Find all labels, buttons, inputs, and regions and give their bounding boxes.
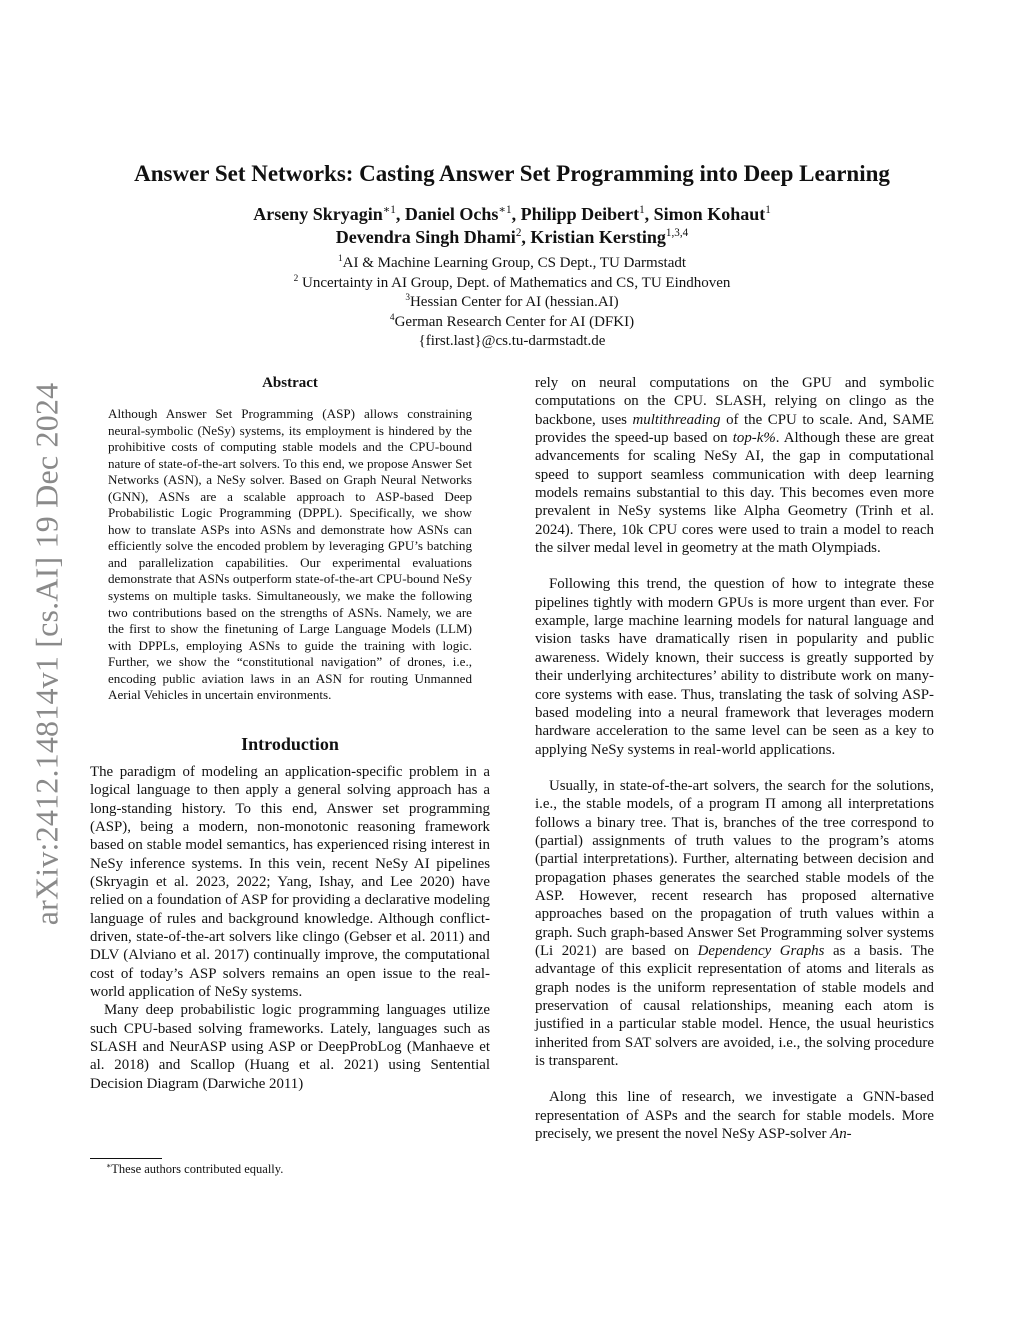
footnote-mark: ∗ [106, 1160, 112, 1170]
arxiv-identifier: arXiv:2412.14814v1 [cs.AI] 19 Dec 2024 [28, 382, 65, 926]
author-line-2: Devendra Singh Dhami$^2$, Kristian Kersting$^{1,3,4}$ [335, 227, 689, 247]
author-name: Simon Kohaut [653, 204, 766, 224]
right-paragraph-2: Following this trend, the question of how to integrate these pipelines tightly with modern GPUs is more urgent than ever. For example, large machine learning models for natural language and vision tasks have dramatically risen in popularity and public awareness. Widely known, their success is greatly supported by their underlying architectures’ ability to distribute work on many-core systems with ease. Thus, translating the task of solving ASP-based modeling into a neural framework that leverages modern hardware acceleration to the same level can be seen as a key to applying NeSy systems in real-world applications. [535, 576, 934, 758]
author-sup: 2 [515, 227, 522, 239]
affiliation: $^2$ Uncertainty in AI Group, Dept. of Mathematics and CS, TU Eindhoven [293, 273, 731, 291]
left-column [90, 374, 490, 1093]
footnote-text: These authors contributed equally. [111, 1162, 284, 1176]
author-sup: 1 [639, 204, 645, 216]
right-column [535, 374, 934, 1143]
author-name: Philipp Deibert [520, 204, 640, 224]
affiliation: $^4$German Research Center for AI (DFKI) [389, 312, 635, 330]
affiliation: $^3$Hessian Center for AI (hessian.AI) [405, 293, 619, 310]
abstract-heading: Abstract [262, 375, 318, 391]
affiliation: $^1$AI & Machine Learning Group, CS Dept., TU Darmstadt [337, 254, 687, 271]
right-paragraph-4: Along this line of research, we investigate a GNN-based representation of ASPs and the search for stable models. More precisely, we present the novel NeSy ASP-solver An- [535, 1089, 934, 1143]
author-name: Daniel Ochs [404, 204, 499, 224]
right-paragraph-1: rely on neural computations on the GPU and symbolic computations on the CPU. SLASH, relying on clingo as the backbone, uses multithreading of the CPU to scale. And, SAME provides the speed-up based on top-k%. Although these are great advancements for scaling NeSy AI, the gap in computational speed to support seamless communication with deep learning models remains substantial to this day. This becomes even more prevalent in NeSy systems like Alpha Geometry (Trinh et al. 2024). There, 10k CPU cores were used to train a model to reach the silver medal level in geometry at the math Olympiads. [535, 375, 934, 557]
author-name: Arseny Skryagin [253, 204, 383, 224]
author-name: Devendra Singh Dhami [335, 227, 516, 247]
footnote [106, 1162, 283, 1177]
intro-paragraph-1: The paradigm of modeling an application-specific problem in a logical language to then apply a general solving approach has a long-standing history. To this end, Answer set programming (ASP), being a modern, non-monotonic reasoning framework based on stable model semantics, has experienced rising interest in NeSy inference systems. In this vein, recent NeSy AI pipelines (Skryagin et al. 2023, 2022; Yang, Ishay, and Lee 2020) have relied on a foundation of ASP for providing a declarative modeling language of rules and background knowledge. Although conflict-driven, state-of-the-art solvers like clingo (Gebser et al. 2011) and DLV (Alviano et al. 2017) continually improve, the computational cost of today’s ASP solvers remains an open issue to the real-world application of NeSy systems. [90, 763, 490, 1000]
author-sup: 1 [765, 204, 771, 216]
affiliation-list [100, 254, 924, 352]
intro-paragraph-2: Many deep probabilistic logic programming languages utilize such CPU-based solving frameworks. Lately, languages such as SLASH and NeurASP using ASP or DeepProbLog (Manhaeve et al. 2018) and Scallop (Huang et al. 2021) using Sentential Decision Diagram (Darwiche 2011) [90, 1002, 490, 1092]
contact-email: {first.last}@cs.tu-darmstadt.de [418, 333, 606, 349]
author-line-1: Arseny Skryagin$^{∗1}$, Daniel Ochs$^{∗1}$, Philipp Deibert$^1$, Simon Kohaut$^1$ [253, 204, 771, 224]
author-sup: 1,3,4 [665, 227, 689, 239]
author-sup: ∗1 [498, 204, 512, 216]
arxiv-sidebar [26, 366, 68, 942]
author-sup: ∗1 [382, 204, 396, 216]
introduction-heading: Introduction [241, 733, 339, 754]
author-list [100, 203, 924, 249]
author-name: Kristian Kersting [530, 227, 666, 247]
abstract-body: Although Answer Set Programming (ASP) allows constraining neural-symbolic (NeSy) systems, its employment is hindered by the prohibitive costs of computing stable models and the CPU-bound nature of state-of-the-art solvers. To this end, we propose Answer Set Networks (ASN), a NeSy solver. Based on Graph Neural Networks (GNN), ASNs are a scalable approach to ASP-based Deep Probabilistic Logic Programming (DPPL). Specifically, we show how to translate ASPs into ASNs and demonstrate how ASNs can efficiently solve the encoded problem by leveraging GPU’s batching and parallelization capabilities. Our experimental evaluations demonstrate that ASNs outperform state-of-the-art CPU-bound NeSy systems on multiple tasks. Simultaneously, we make the following two contributions based on the strengths of ASNs. Namely, we are the first to show the finetuning of Large Language Models (LLM) with DPPLs, employing ASNs to guide the training with logic. Further, we show the “constitutional navigation” of drones, i.e., encoding public aviation laws in an ASN for routing Unmanned Aerial Vehicles in uncertain environments. [108, 406, 472, 703]
right-paragraph-3: Usually, in state-of-the-art solvers, the search for the solutions, i.e., the stable models, of a program Π among all interpretations follows a binary tree. That is, branches of the tree correspond to (partial) assignments of truth values to the program’s atoms (partial interpretations). Further, alternating between decision and propagation phases generates the searched stable models of the ASP. However, recent research has proposed alternative approaches based on the propagation of truth values within a graph. Such graph-based Answer Set Programming solver systems (Li 2021) are based on Dependency Graphs as a basis. The advantage of this explicit representation of atoms and literals as graph nodes is the uniform representation of stable models and preservation of causal relationships, meaning each atom is justified in a particular stable model. Hence, the usual heuristics inherited from SAT solvers are avoided, i.e., the solving procedure is transparent. [535, 777, 935, 1070]
paper-title: Answer Set Networks: Casting Answer Set Programming into Deep Learning [134, 161, 890, 186]
footnote-divider [90, 1158, 162, 1159]
